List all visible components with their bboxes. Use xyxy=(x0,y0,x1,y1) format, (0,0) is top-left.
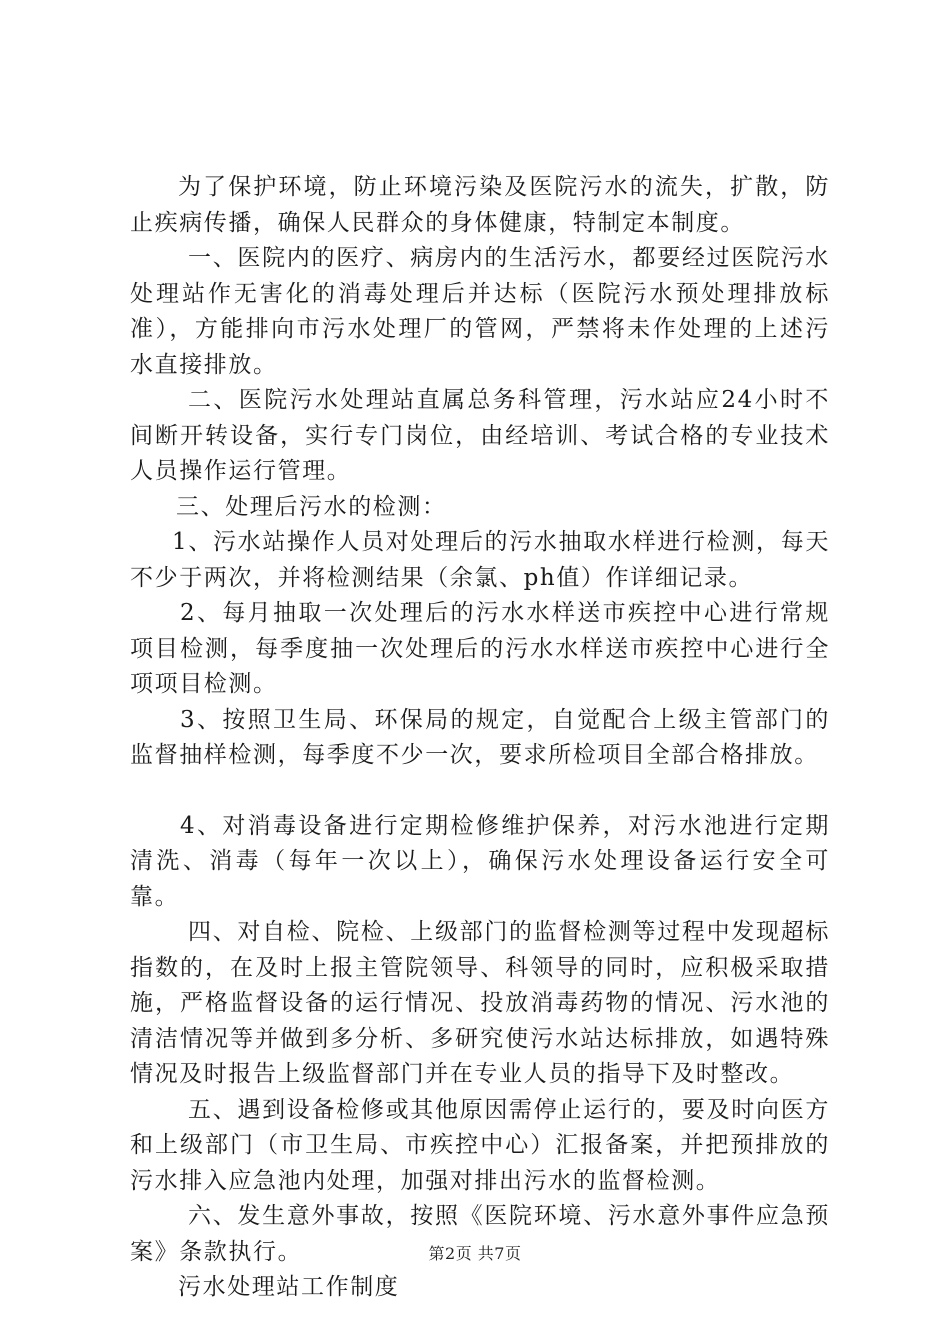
section-one-paragraph: 一、医院内的医疗、病房内的生活污水，都要经过医院污水处理站作无害化的消毒处理后并达标（医院污水预处理排放标准），方能排向市污水处理厂的管网，严禁将未作处理的上述污水直接排放。 xyxy=(130,245,830,378)
section-two-paragraph: 二、医院污水处理站直属总务科管理，污水站应24小时不间断开转设备，实行专门岗位，由经培训、考试合格的专业技术人员操作运行管理。 xyxy=(130,387,830,484)
closing-title: 污水处理站工作制度 xyxy=(178,1274,400,1300)
item-four-paragraph: 4、对消毒设备进行定期检修维护保养，对污水池进行定期清洗、消毒（每年一次以上），确保污水处理设备运行安全可靠。 xyxy=(130,812,830,910)
paragraph-gap xyxy=(130,774,830,809)
intro-paragraph: 为了保护环境，防止环境污染及医院污水的流失，扩散，防止疾病传播，确保人民群众的身体健康，特制定本制度。 xyxy=(130,174,830,236)
section-five-paragraph: 五、遇到设备检修或其他原因需停止运行的，要及时向医方和上级部门（市卫生局、市疾控中心）汇报备案，并把预排放的污水排入应急池内处理，加强对排出污水的监督检测。 xyxy=(130,1096,830,1194)
section-six-paragraph: 六、发生意外事故，按照《医院环境、污水意外事件应急预案》条款执行。 xyxy=(130,1203,830,1265)
section-four-paragraph: 四、对自检、院检、上级部门的监督检测等过程中发现超标指数的，在及时上报主管院领导、科领导的同时，应积极采取措施，严格监督设备的运行情况、投放消毒药物的情况、污水池的清洁情况等并做到多分析、多研究使污水站达标排放，如遇特殊情况及时报告上级监督部门并在专业人员的指导下及时整改。 xyxy=(130,919,830,1087)
item-two-paragraph: 2、每月抽取一次处理后的污水水样送市疾控中心进行常规项目检测，每季度抽一次处理后的污水水样送市疾控中心进行全项项目检测。 xyxy=(130,600,830,697)
section-three-heading: 三、处理后污水的检测： xyxy=(176,493,447,520)
item-three-paragraph: 3、按照卫生局、环保局的规定，自觉配合上级主管部门的监督抽样检测，每季度不少一次，要求所检项目全部合格排放。 xyxy=(130,706,830,768)
item-one-paragraph: 1、污水站操作人员对处理后的污水抽取水样进行检测，每天不少于两次，并将检测结果（余氯、ph值）作详细记录。 xyxy=(130,529,830,591)
page-number-footer: 第2页 共7页 xyxy=(428,1244,522,1263)
document-body xyxy=(130,170,830,1306)
